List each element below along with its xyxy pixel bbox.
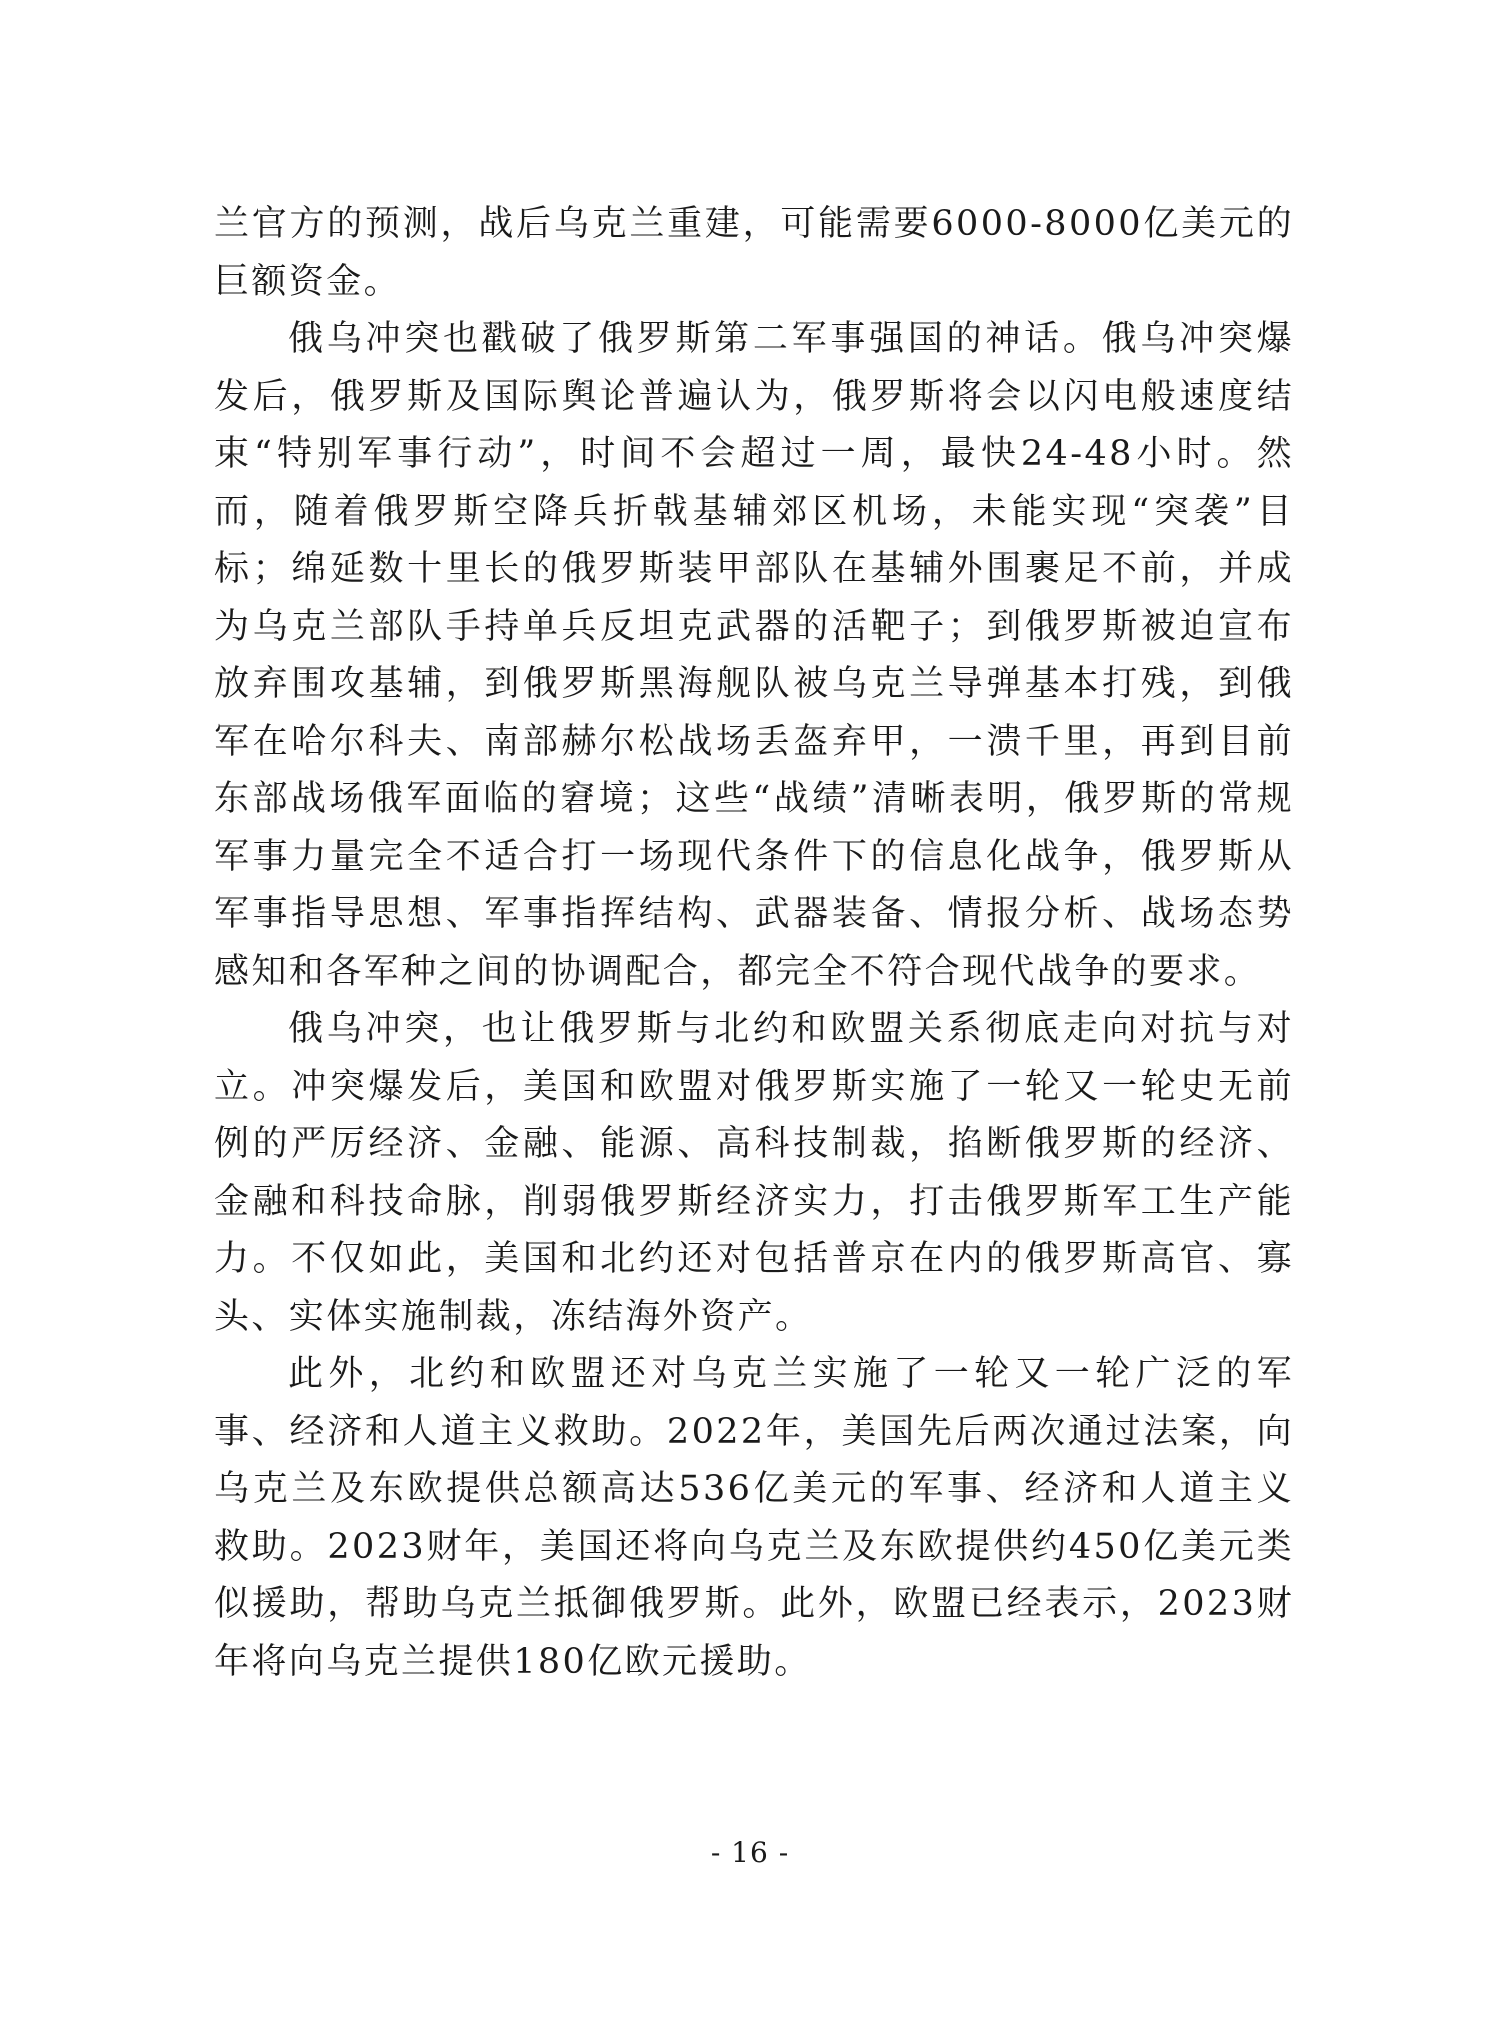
body-text (214, 196, 1294, 1691)
paragraph-2: 俄乌冲突也戳破了俄罗斯第二军事强国的神话。俄乌冲突爆发后，俄罗斯及国际舆论普遍认为，俄罗斯将会以闪电般速度结束“特别军事行动”，时间不会超过一周，最快24-48小时。然而，随着俄罗斯空降兵折戟基辅郊区机场，未能实现“突袭”目标；绵延数十里长的俄罗斯装甲部队在基辅外围裹足不前，并成为乌克兰部队手持单兵反坦克武器的活靶子；到俄罗斯被迫宣布放弃围攻基辅，到俄罗斯黑海舰队被乌克兰导弹基本打残，到俄军在哈尔科夫、南部赫尔松战场丢盔弃甲，一溃千里，再到目前东部战场俄军面临的窘境；这些“战绩”清晰表明，俄罗斯的常规军事力量完全不适合打一场现代条件下的信息化战争，俄罗斯从军事指导思想、军事指挥结构、武器装备、情报分析、战场态势感知和各军种之间的协调配合，都完全不符合现代战争的要求。 (214, 319, 1294, 992)
paragraph-3: 俄乌冲突，也让俄罗斯与北约和欧盟关系彻底走向对抗与对立。冲突爆发后，美国和欧盟对俄罗斯实施了一轮又一轮史无前例的严厉经济、金融、能源、高科技制裁，掐断俄罗斯的经济、金融和科技命脉，削弱俄罗斯经济实力，打击俄罗斯军工生产能力。不仅如此，美国和北约还对包括普京在内的俄罗斯高官、寡头、实体实施制裁，冻结海外资产。 (214, 1009, 1294, 1337)
paragraph-1: 兰官方的预测，战后乌克兰重建，可能需要6000-8000亿美元的巨额资金。 (214, 204, 1294, 302)
paragraph-4: 此外，北约和欧盟还对乌克兰实施了一轮又一轮广泛的军事、经济和人道主义救助。2022年，美国先后两次通过法案，向乌克兰及东欧提供总额高达536亿美元的军事、经济和人道主义救助。2023财年，美国还将向乌克兰及东欧提供约450亿美元类似援助，帮助乌克兰抵御俄罗斯。此外，欧盟已经表示，2023财年将向乌克兰提供180亿欧元援助。 (214, 1354, 1294, 1682)
page-number: - 16 - (710, 1836, 790, 1869)
